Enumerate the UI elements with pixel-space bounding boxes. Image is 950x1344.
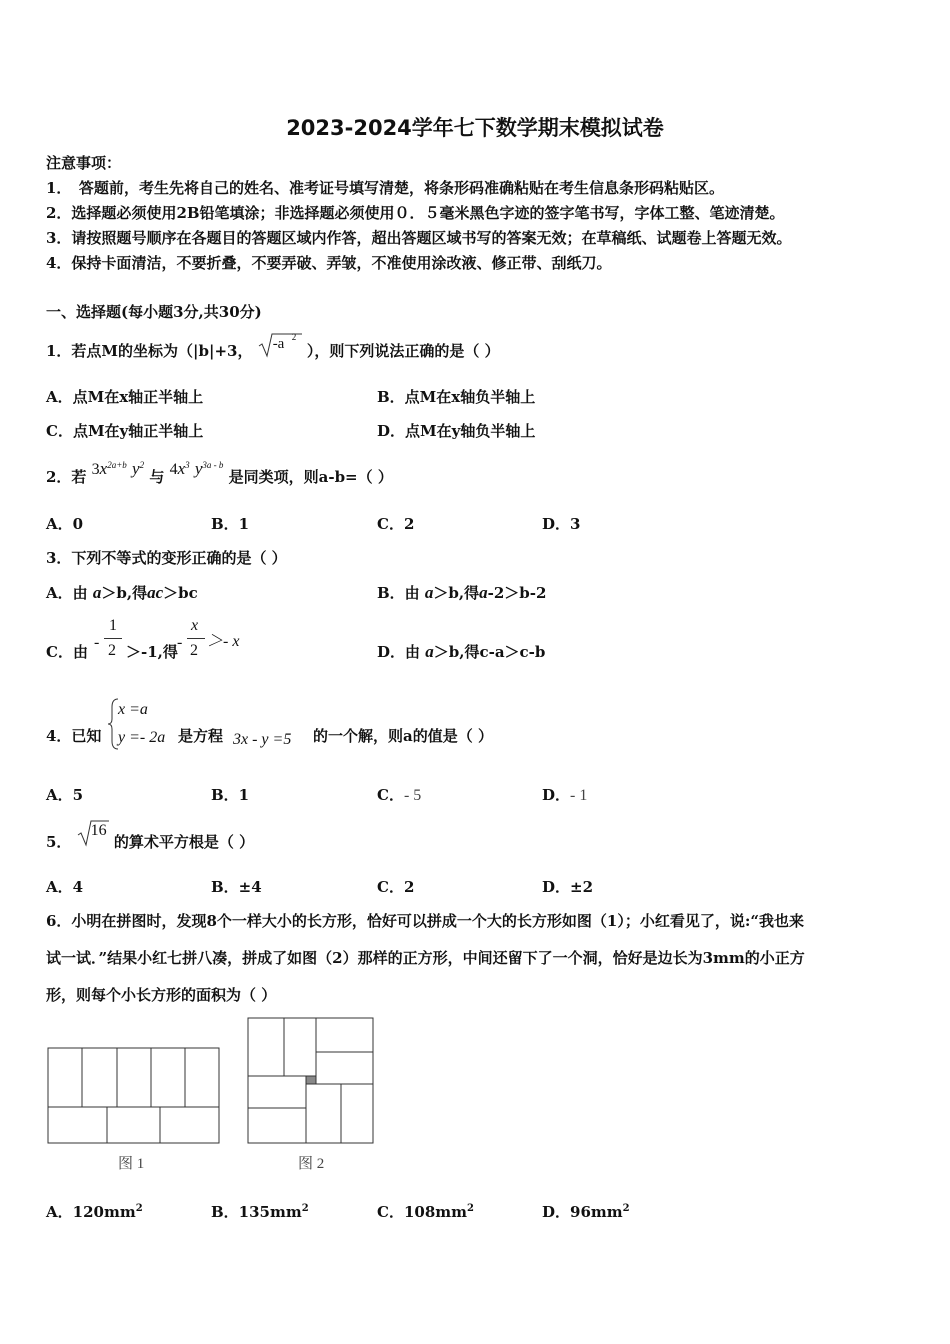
q4-option-a[interactable]: A．5 [46, 786, 84, 804]
q1-exponent: 2 [291, 332, 297, 342]
q5-option-d[interactable]: D．±2 [542, 878, 594, 896]
figure-2-tile [248, 1108, 306, 1143]
q3-option-d[interactable]: D．由 a＞b,得c-a＞c-b [377, 642, 546, 661]
q5-radicand: 16 [90, 822, 107, 839]
q6-line-2: 试一试．”结果小红七拼八凑，拼成了如图（2）那样的正方形，中间还留下了一个洞，恰好是边长为3mm的小正方 [46, 949, 805, 967]
figure-2-hole [306, 1076, 316, 1084]
figure-2-tile [248, 1076, 306, 1108]
q4-stem: 4．已知 x =a y =- 2a 是方程 3x - y =5 的一个解，则a的值是（ ） [46, 695, 606, 755]
q6-option-d[interactable]: D．$96mm^2$ [542, 1203, 630, 1221]
q1-pre: 1．若点M的坐标为（|b|+3， [46, 342, 253, 360]
notice-item-1: 1． 答题前，考生先将自己的姓名、准考证号填写清楚，将条形码准确粘贴在考生信息条形码粘贴区。 [46, 179, 724, 197]
q4-option-c[interactable]: C．- 5 [377, 786, 422, 804]
q3-stem: 3．下列不等式的变形正确的是（ ） [46, 549, 287, 567]
fraction-bar [187, 638, 205, 639]
q2-term1: $3x^{2a+b}$ $y^2$ [91, 459, 145, 478]
q1-stem [46, 332, 500, 362]
figure-2-tile [306, 1084, 341, 1143]
figure-2-diagram [244, 1014, 378, 1174]
q5-stem: 5． 16 的算术平方根是（ ） [46, 831, 254, 853]
q1-sqrt [258, 332, 302, 362]
figure-2-tile [341, 1084, 373, 1143]
q6-line-1: 6．小明在拼图时，发现8个一样大小的长方形，恰好可以拼成一个大的长方形如图（1）；小红看见了，说:“我也来 [46, 912, 804, 930]
figure-2-tile [284, 1018, 316, 1076]
q2-option-d[interactable]: D．3 [542, 515, 581, 533]
q4-eq1: x =a [118, 701, 148, 718]
q3-option-b[interactable]: B．由 a＞b,得a-2＞b-2 [377, 583, 547, 602]
notice-item-2: 2．选择题必须使用2B铅笔填涂；非选择题必须使用０．５毫米黑色字迹的签字笔书写，字体工整、笔迹清楚。 [46, 204, 785, 222]
q5-sqrt [77, 822, 109, 853]
q2-mid: 与 [149, 468, 165, 486]
q1-option-a[interactable]: A．点M在x轴正半轴上 [46, 388, 204, 406]
notice-item-3: 3．请按照题号顺序在各题目的答题区域内作答，超出答题区域书写的答案无效；在草稿纸、试题卷上答题无效。 [46, 229, 792, 247]
q2-term2: $4x^3$ $y^{3a - b}$ [169, 459, 224, 478]
notice-item-4: 4．保持卡面清洁，不要折叠，不要弄破、弄皱，不准使用涂改液、修正带、刮纸刀。 [46, 254, 612, 272]
figure-1-diagram [44, 1044, 224, 1174]
q1-option-b[interactable]: B．点M在x轴负半轴上 [377, 388, 536, 406]
q4-option-d[interactable]: D．- 1 [542, 786, 588, 804]
q4-option-b[interactable]: B．1 [211, 786, 250, 804]
q2-option-b[interactable]: B．1 [211, 515, 250, 533]
figure-2-tile [248, 1018, 284, 1076]
q1-post: ），则下列说法正确的是（ ） [306, 342, 500, 360]
q2-stem [46, 459, 393, 487]
q6-option-a[interactable]: A．$120mm^2$ [46, 1203, 143, 1221]
figure-2-label: 图 2 [298, 1156, 325, 1172]
figure-2-tile [316, 1052, 373, 1084]
q3-option-c[interactable]: C．由 - 1 2 ＞-1,得 - x 2 ＞- x [46, 617, 240, 661]
q3-option-a[interactable]: A．由 a＞b,得ac＞bc [46, 583, 198, 602]
q1-option-d[interactable]: D．点M在y轴负半轴上 [377, 422, 536, 440]
page-title: 2023-2024学年七下数学期末模拟试卷 [286, 116, 664, 140]
section-heading: 一、选择题(每小题3分,共30分) [46, 303, 262, 321]
figure-2-tile [316, 1018, 373, 1052]
q5-option-a[interactable]: A．4 [46, 878, 84, 896]
q1-radicand: -a [272, 336, 285, 352]
figure-1-label: 图 1 [118, 1156, 145, 1172]
q2-post: 是同类项，则a-b=（ ） [228, 468, 393, 486]
q5-option-c[interactable]: C．2 [377, 878, 415, 896]
q2-pre: 2．若 [46, 468, 87, 486]
q5-option-b[interactable]: B．±4 [211, 878, 262, 896]
q6-option-b[interactable]: B．$135mm^2$ [211, 1203, 309, 1221]
notice-heading: 注意事项： [46, 154, 122, 172]
q6-option-c[interactable]: C．$108mm^2$ [377, 1203, 474, 1221]
fraction-bar [104, 638, 122, 639]
q2-option-a[interactable]: A．0 [46, 515, 84, 533]
q4-equation: 3x - y =5 [233, 731, 292, 748]
figure-1-outer-rect [48, 1048, 219, 1143]
q1-option-c[interactable]: C．点M在y轴正半轴上 [46, 422, 204, 440]
q4-eq2: y =- 2a [118, 729, 166, 746]
q2-option-c[interactable]: C．2 [377, 515, 415, 533]
q6-line-3: 形，则每个小长方形的面积为（ ） [46, 986, 277, 1004]
